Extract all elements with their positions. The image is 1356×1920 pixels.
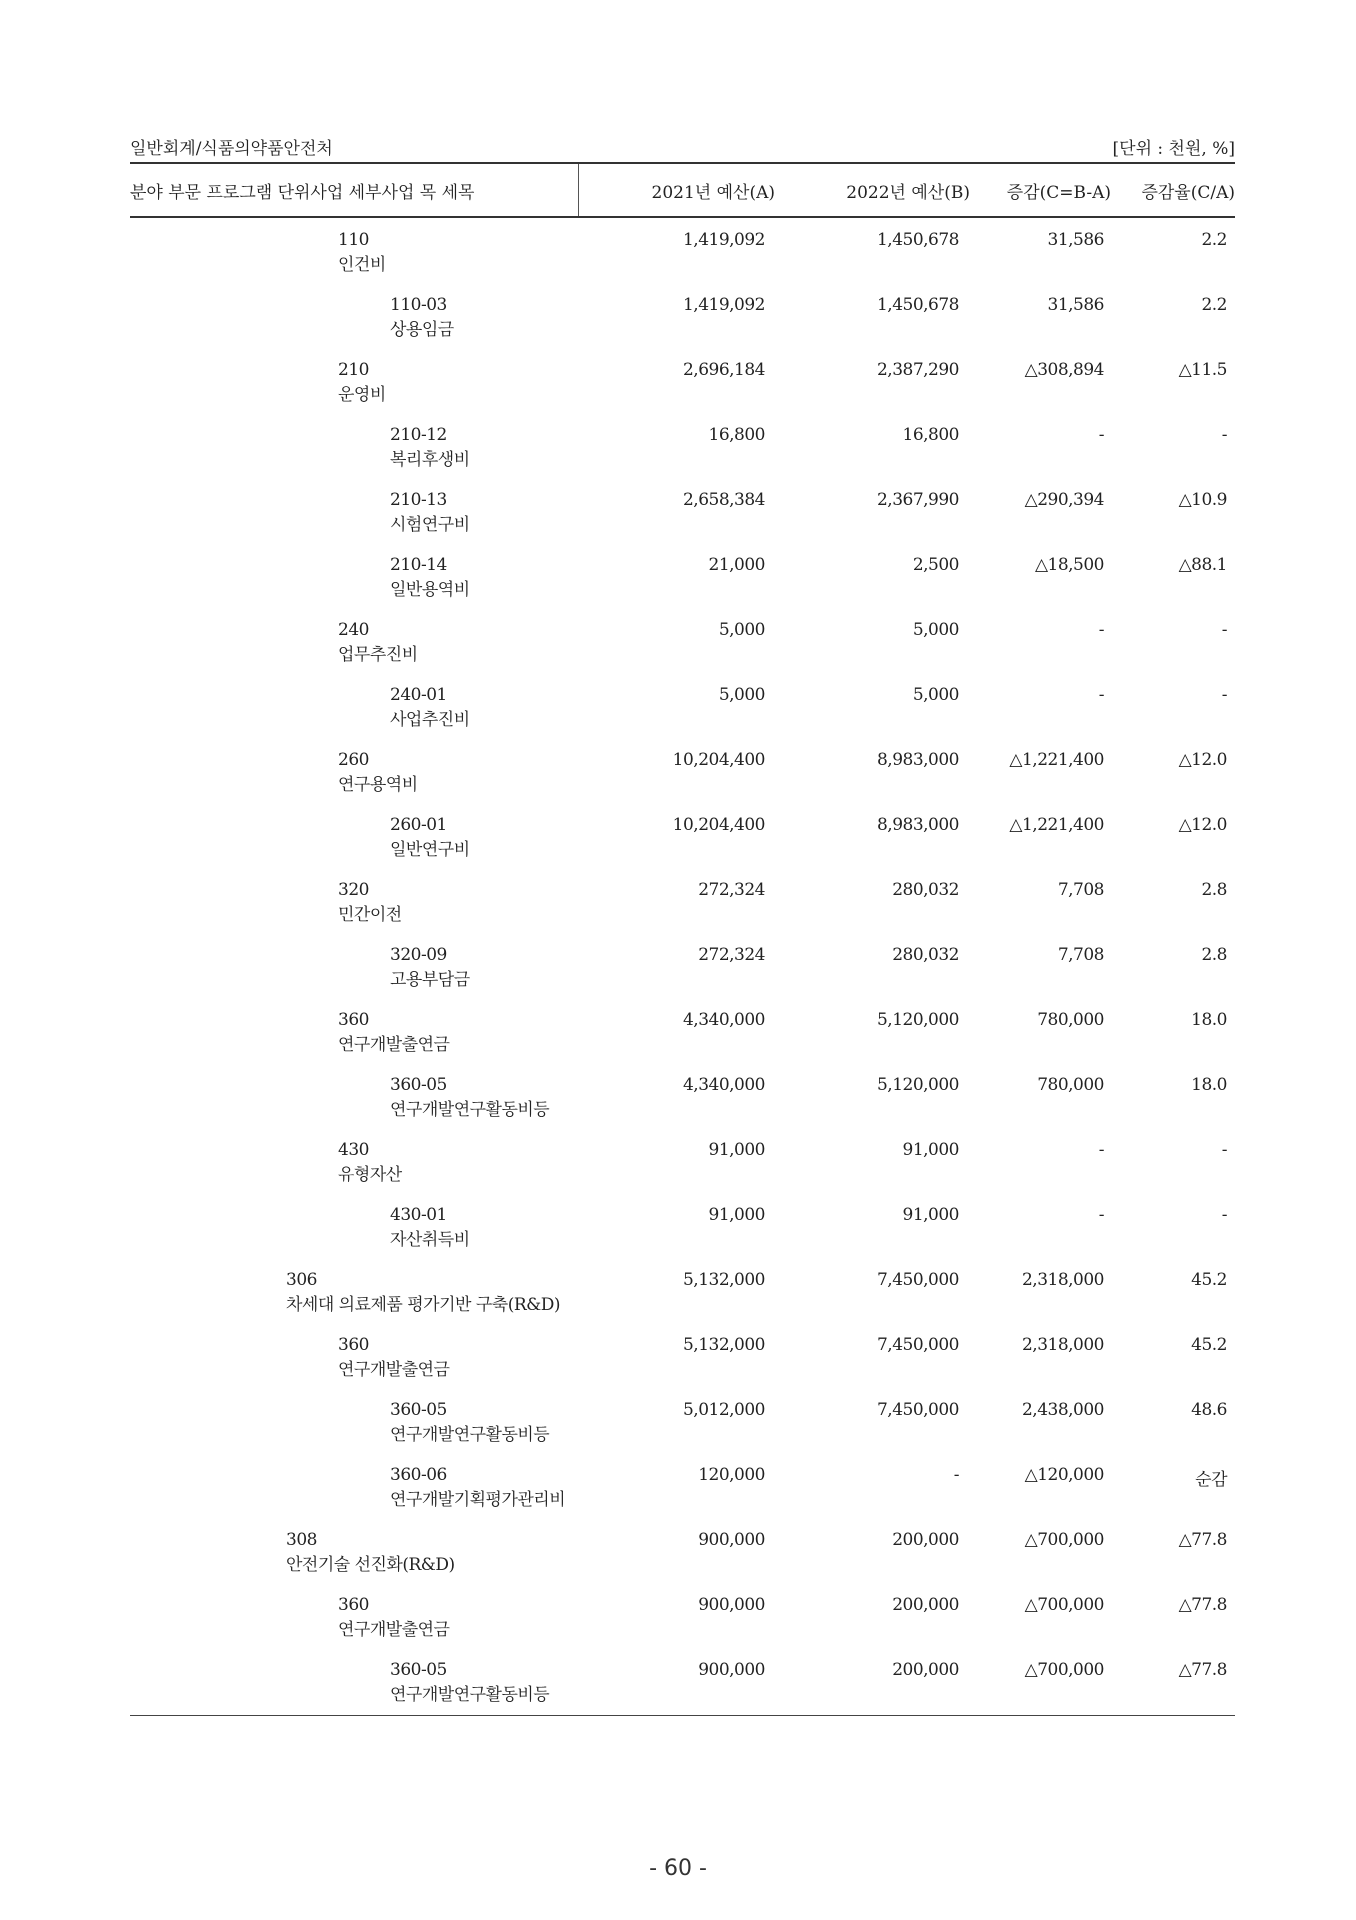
row-budget-2021: 5,000 — [718, 620, 765, 640]
row-change: 780,000 — [1037, 1075, 1104, 1095]
row-change: 31,586 — [1047, 230, 1104, 250]
row-budget-2021: 272,324 — [698, 880, 765, 900]
row-budget-2021: 4,340,000 — [682, 1010, 765, 1030]
row-budget-2022: 7,450,000 — [876, 1400, 959, 1420]
row-name: 사업추진비 — [390, 710, 470, 730]
table-row — [130, 608, 1235, 673]
row-budget-2021: 272,324 — [698, 945, 765, 965]
header-change: 증감(C=B-A) — [1006, 183, 1111, 203]
row-budget-2021: 5,012,000 — [682, 1400, 765, 1420]
row-budget-2022: - — [953, 1465, 959, 1485]
account-label: 일반회계/식품의약품안전처 — [130, 139, 333, 159]
row-code: 240 — [338, 620, 369, 640]
row-budget-2021: 16,800 — [708, 425, 765, 445]
row-name: 상용임금 — [390, 320, 454, 340]
row-change: 7,708 — [1057, 880, 1104, 900]
row-change-rate: 45.2 — [1191, 1270, 1227, 1290]
row-name: 연구개발출연금 — [338, 1360, 450, 1380]
row-name: 연구개발기획평가관리비 — [390, 1490, 566, 1510]
row-change: △308,894 — [1024, 360, 1104, 380]
table-row — [130, 1648, 1235, 1713]
row-name: 일반용역비 — [390, 580, 470, 600]
table-row — [130, 1453, 1235, 1518]
row-budget-2021: 120,000 — [698, 1465, 765, 1485]
row-code: 430 — [338, 1140, 369, 1160]
row-budget-2021: 4,340,000 — [682, 1075, 765, 1095]
table-row — [130, 998, 1235, 1063]
row-code: 110-03 — [390, 295, 447, 315]
row-budget-2022: 7,450,000 — [876, 1335, 959, 1355]
row-code: 430-01 — [390, 1205, 447, 1225]
unit-label: [단위 : 천원, %] — [1112, 139, 1235, 159]
row-code: 260-01 — [390, 815, 447, 835]
row-change: 2,318,000 — [1021, 1270, 1104, 1290]
row-budget-2021: 5,132,000 — [682, 1335, 765, 1355]
row-budget-2021: 1,419,092 — [682, 295, 765, 315]
budget-document — [130, 128, 1235, 1716]
row-code: 360 — [338, 1595, 369, 1615]
row-budget-2022: 2,367,990 — [876, 490, 959, 510]
row-code: 308 — [286, 1530, 317, 1550]
row-name: 연구개발연구활동비등 — [390, 1425, 550, 1445]
row-name: 차세대 의료제품 평가기반 구축(R&D) — [286, 1295, 561, 1315]
row-budget-2022: 91,000 — [902, 1140, 959, 1160]
row-change-rate: 2.2 — [1201, 295, 1227, 315]
table-row — [130, 413, 1235, 478]
row-change: △1,221,400 — [1009, 750, 1104, 770]
row-code: 360-05 — [390, 1400, 447, 1420]
row-code: 210 — [338, 360, 369, 380]
row-change: △1,221,400 — [1009, 815, 1104, 835]
table-row — [130, 1323, 1235, 1388]
row-change: 31,586 — [1047, 295, 1104, 315]
row-name: 운영비 — [338, 385, 386, 405]
table-row — [130, 1518, 1235, 1583]
row-name: 고용부담금 — [390, 970, 470, 990]
row-change-rate: △12.0 — [1178, 815, 1227, 835]
table-row — [130, 803, 1235, 868]
row-change: - — [1098, 425, 1104, 445]
row-change: △700,000 — [1024, 1595, 1104, 1615]
row-change: △700,000 — [1024, 1530, 1104, 1550]
row-code: 360-05 — [390, 1075, 447, 1095]
row-change: △120,000 — [1024, 1465, 1104, 1485]
row-name: 복리후생비 — [390, 450, 470, 470]
row-budget-2021: 2,658,384 — [682, 490, 765, 510]
table-row — [130, 1258, 1235, 1323]
table-row — [130, 1193, 1235, 1258]
row-code: 210-12 — [390, 425, 447, 445]
table-bottom-rule — [130, 1715, 1235, 1716]
row-code: 320-09 — [390, 945, 447, 965]
row-budget-2021: 10,204,400 — [672, 815, 765, 835]
row-budget-2021: 91,000 — [708, 1140, 765, 1160]
table-row — [130, 1388, 1235, 1453]
row-budget-2022: 7,450,000 — [876, 1270, 959, 1290]
row-change: △700,000 — [1024, 1660, 1104, 1680]
table-row — [130, 933, 1235, 998]
header-name-column: 분야 부문 프로그램 단위사업 세부사업 목 세목 — [130, 183, 475, 203]
row-code: 210-14 — [390, 555, 447, 575]
row-change: - — [1098, 1140, 1104, 1160]
row-budget-2021: 5,132,000 — [682, 1270, 765, 1290]
row-name: 인건비 — [338, 255, 386, 275]
row-change: △18,500 — [1034, 555, 1104, 575]
row-budget-2021: 900,000 — [698, 1660, 765, 1680]
row-change-rate: - — [1221, 1205, 1227, 1225]
row-change-rate: 18.0 — [1191, 1075, 1227, 1095]
row-budget-2021: 5,000 — [718, 685, 765, 705]
row-budget-2022: 2,387,290 — [876, 360, 959, 380]
row-name: 안전기술 선진화(R&D) — [286, 1555, 455, 1575]
row-budget-2022: 1,450,678 — [876, 295, 959, 315]
table-row — [130, 348, 1235, 413]
table-header — [130, 162, 1235, 218]
header-2022-budget: 2022년 예산(B) — [846, 183, 970, 203]
row-budget-2021: 1,419,092 — [682, 230, 765, 250]
row-budget-2022: 200,000 — [892, 1530, 959, 1550]
row-name: 일반연구비 — [390, 840, 470, 860]
row-budget-2022: 200,000 — [892, 1660, 959, 1680]
row-change-rate: △77.8 — [1178, 1595, 1227, 1615]
row-budget-2021: 900,000 — [698, 1530, 765, 1550]
row-change-rate: 2.8 — [1201, 880, 1227, 900]
row-budget-2022: 8,983,000 — [876, 750, 959, 770]
row-budget-2021: 900,000 — [698, 1595, 765, 1615]
row-code: 360 — [338, 1010, 369, 1030]
row-name: 민간이전 — [338, 905, 402, 925]
row-budget-2021: 2,696,184 — [682, 360, 765, 380]
row-change-rate: - — [1221, 1140, 1227, 1160]
table-row — [130, 478, 1235, 543]
row-budget-2022: 280,032 — [892, 945, 959, 965]
row-code: 360-05 — [390, 1660, 447, 1680]
row-change-rate: 2.8 — [1201, 945, 1227, 965]
table-row — [130, 738, 1235, 803]
row-budget-2021: 10,204,400 — [672, 750, 765, 770]
row-budget-2022: 2,500 — [912, 555, 959, 575]
table-row — [130, 673, 1235, 738]
row-name: 연구용역비 — [338, 775, 418, 795]
row-budget-2022: 280,032 — [892, 880, 959, 900]
row-change-rate: △77.8 — [1178, 1660, 1227, 1680]
table-row — [130, 1063, 1235, 1128]
table-row — [130, 1583, 1235, 1648]
row-change-rate: △10.9 — [1178, 490, 1227, 510]
document-topline — [130, 128, 1235, 162]
row-change-rate: △11.5 — [1178, 360, 1227, 380]
row-code: 110 — [338, 230, 369, 250]
header-divider — [578, 164, 579, 216]
row-change-rate: - — [1221, 620, 1227, 640]
row-budget-2021: 91,000 — [708, 1205, 765, 1225]
row-change-rate: △12.0 — [1178, 750, 1227, 770]
row-change: - — [1098, 1205, 1104, 1225]
table-row — [130, 218, 1235, 283]
row-change-rate: △77.8 — [1178, 1530, 1227, 1550]
row-change: 2,318,000 — [1021, 1335, 1104, 1355]
row-change: - — [1098, 620, 1104, 640]
row-budget-2022: 8,983,000 — [876, 815, 959, 835]
table-row — [130, 283, 1235, 348]
row-name: 연구개발출연금 — [338, 1620, 450, 1640]
row-change-rate: - — [1221, 425, 1227, 445]
table-row — [130, 868, 1235, 933]
row-code: 360 — [338, 1335, 369, 1355]
row-name: 업무추진비 — [338, 645, 418, 665]
row-name: 연구개발연구활동비등 — [390, 1100, 550, 1120]
page-number: - 60 - — [649, 1856, 707, 1881]
row-change-rate: 45.2 — [1191, 1335, 1227, 1355]
row-change: 2,438,000 — [1021, 1400, 1104, 1420]
row-name: 연구개발출연금 — [338, 1035, 450, 1055]
row-name: 자산취득비 — [390, 1230, 470, 1250]
header-change-rate: 증감율(C/A) — [1141, 183, 1235, 203]
row-change: - — [1098, 685, 1104, 705]
row-code: 320 — [338, 880, 369, 900]
row-change-rate: 순감 — [1195, 1470, 1227, 1490]
row-change: △290,394 — [1024, 490, 1104, 510]
row-change-rate: 18.0 — [1191, 1010, 1227, 1030]
row-code: 306 — [286, 1270, 317, 1290]
table-row — [130, 1128, 1235, 1193]
row-budget-2022: 5,000 — [912, 620, 959, 640]
row-code: 210-13 — [390, 490, 447, 510]
row-change-rate: 48.6 — [1191, 1400, 1227, 1420]
row-budget-2022: 200,000 — [892, 1595, 959, 1615]
row-code: 260 — [338, 750, 369, 770]
row-budget-2022: 16,800 — [902, 425, 959, 445]
row-budget-2022: 5,120,000 — [876, 1010, 959, 1030]
row-budget-2021: 21,000 — [708, 555, 765, 575]
row-change-rate: 2.2 — [1201, 230, 1227, 250]
table-row — [130, 543, 1235, 608]
row-change-rate: △88.1 — [1178, 555, 1227, 575]
row-budget-2022: 91,000 — [902, 1205, 959, 1225]
row-name: 연구개발연구활동비등 — [390, 1685, 550, 1705]
row-code: 240-01 — [390, 685, 447, 705]
row-budget-2022: 1,450,678 — [876, 230, 959, 250]
row-change-rate: - — [1221, 685, 1227, 705]
row-change: 7,708 — [1057, 945, 1104, 965]
row-code: 360-06 — [390, 1465, 447, 1485]
row-budget-2022: 5,000 — [912, 685, 959, 705]
row-budget-2022: 5,120,000 — [876, 1075, 959, 1095]
row-name: 시험연구비 — [390, 515, 470, 535]
header-2021-budget: 2021년 예산(A) — [651, 183, 775, 203]
row-change: 780,000 — [1037, 1010, 1104, 1030]
row-name: 유형자산 — [338, 1165, 402, 1185]
table-body — [130, 218, 1235, 1713]
